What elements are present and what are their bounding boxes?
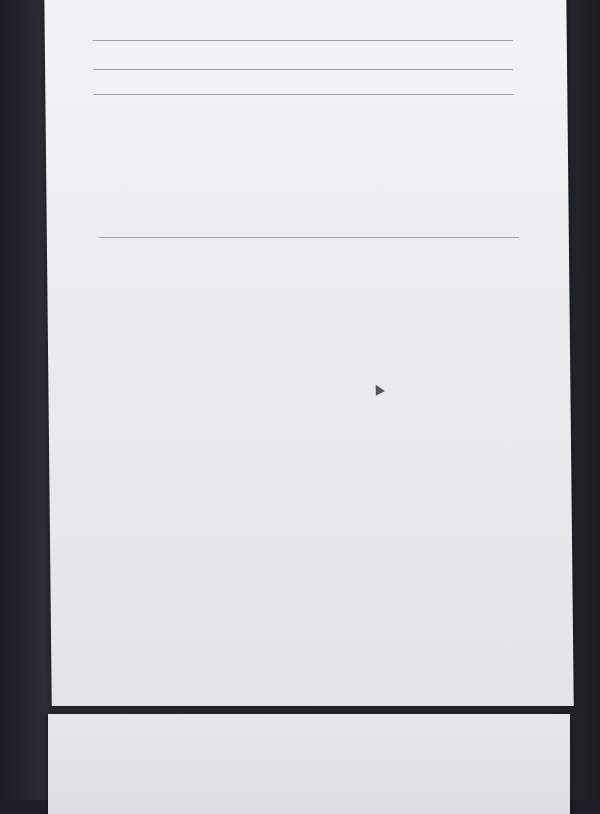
divider	[93, 94, 513, 95]
document-page	[44, 0, 573, 706]
second-document-page	[48, 714, 570, 814]
divider	[93, 40, 513, 41]
divider	[99, 237, 519, 238]
divider	[93, 69, 513, 70]
